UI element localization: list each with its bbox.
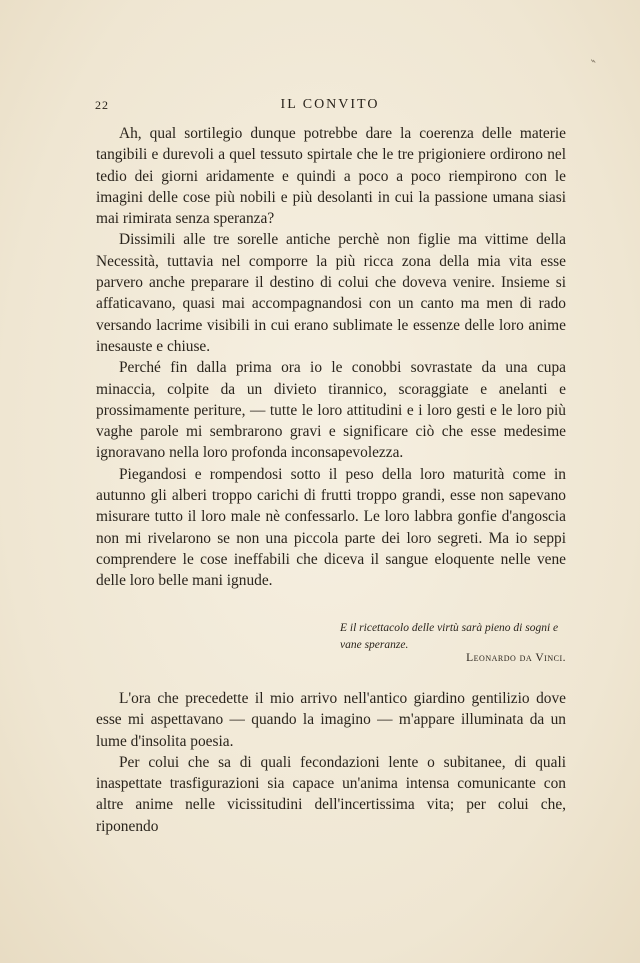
epigraph-author: Leonardo da Vinci. bbox=[466, 652, 566, 664]
paragraph: L'ora che precedette il mio arrivo nell'antico giardino gentilizio dove esse mi aspettavano — quando la imagino — m'appare illuminata da un lume d'insolita poesia. bbox=[96, 690, 566, 750]
page-header bbox=[95, 98, 565, 116]
paragraph: Dissimili alle tre sorelle antiche perchè non figlie ma vittime della Necessità, tuttavia nel comporre la più ricca zona della mia vita esse parvero anche preparare il destino di colui che doveva venire. Insieme si affaticavano, quasi mai accompagnandosi con un canto ma men di rado versando lacrime visibili in cui erano sublimate le essenze delle loro anime inesauste e chiuse. bbox=[96, 231, 566, 355]
paragraph: Piegandosi e rompendosi sotto il peso della loro maturità come in autunno gli alberi troppo carichi di frutti troppo grandi, esse non sapevano misurare tutto il loro male nè confessarlo. Le loro labbra gonfie d'angoscia non mi rivelarono se non una piccola parte dei loro segreti. Ma io seppi comprendere le cose ineffabili che diceva il sangue eloquente nelle vene delle loro belle mani ignude. bbox=[96, 465, 566, 590]
running-title: IL CONVITO bbox=[280, 97, 380, 112]
corner-mark: ⌁ bbox=[588, 55, 598, 68]
body-text-top bbox=[96, 123, 566, 592]
page-number: 22 bbox=[95, 98, 109, 112]
epigraph-quote: E il ricettacolo delle virtù sarà pieno di sogni e vane speranze. bbox=[340, 622, 559, 651]
paragraph: Perché fin dalla prima ora io le conobbi sovrastate da una cupa minaccia, colpite da un divieto tirannico, scoraggiate e anelanti e prossimamente periture, — tutte le loro attitudini e i loro gesti e le loro più vaghe parole mi sembrarono gravi e significare ciò che esse medesime ignoravano nella loro profonda inconsapevolezza. bbox=[96, 359, 566, 462]
body-text-bottom bbox=[96, 688, 566, 837]
paragraph: Per colui che sa di quali fecondazioni lente o subitanee, di quali inaspettate trasfigurazioni sia capace un'anima intensa comunicante con altre anime nelle vicissitudini dell'incertissima vita; per colui che, riponendo bbox=[96, 753, 566, 835]
paragraph: Ah, qual sortilegio dunque potrebbe dare la coerenza delle materie tangibili e durevoli a quel tessuto spirtale che le tre prigioniere ordirono nel tedio dei giorni aridamente e quindi a poco a poco riempirono con le imagini delle cose più nobili e più desolanti in cui la passione umana siasi mai rimirata senza speranza? bbox=[96, 125, 566, 228]
